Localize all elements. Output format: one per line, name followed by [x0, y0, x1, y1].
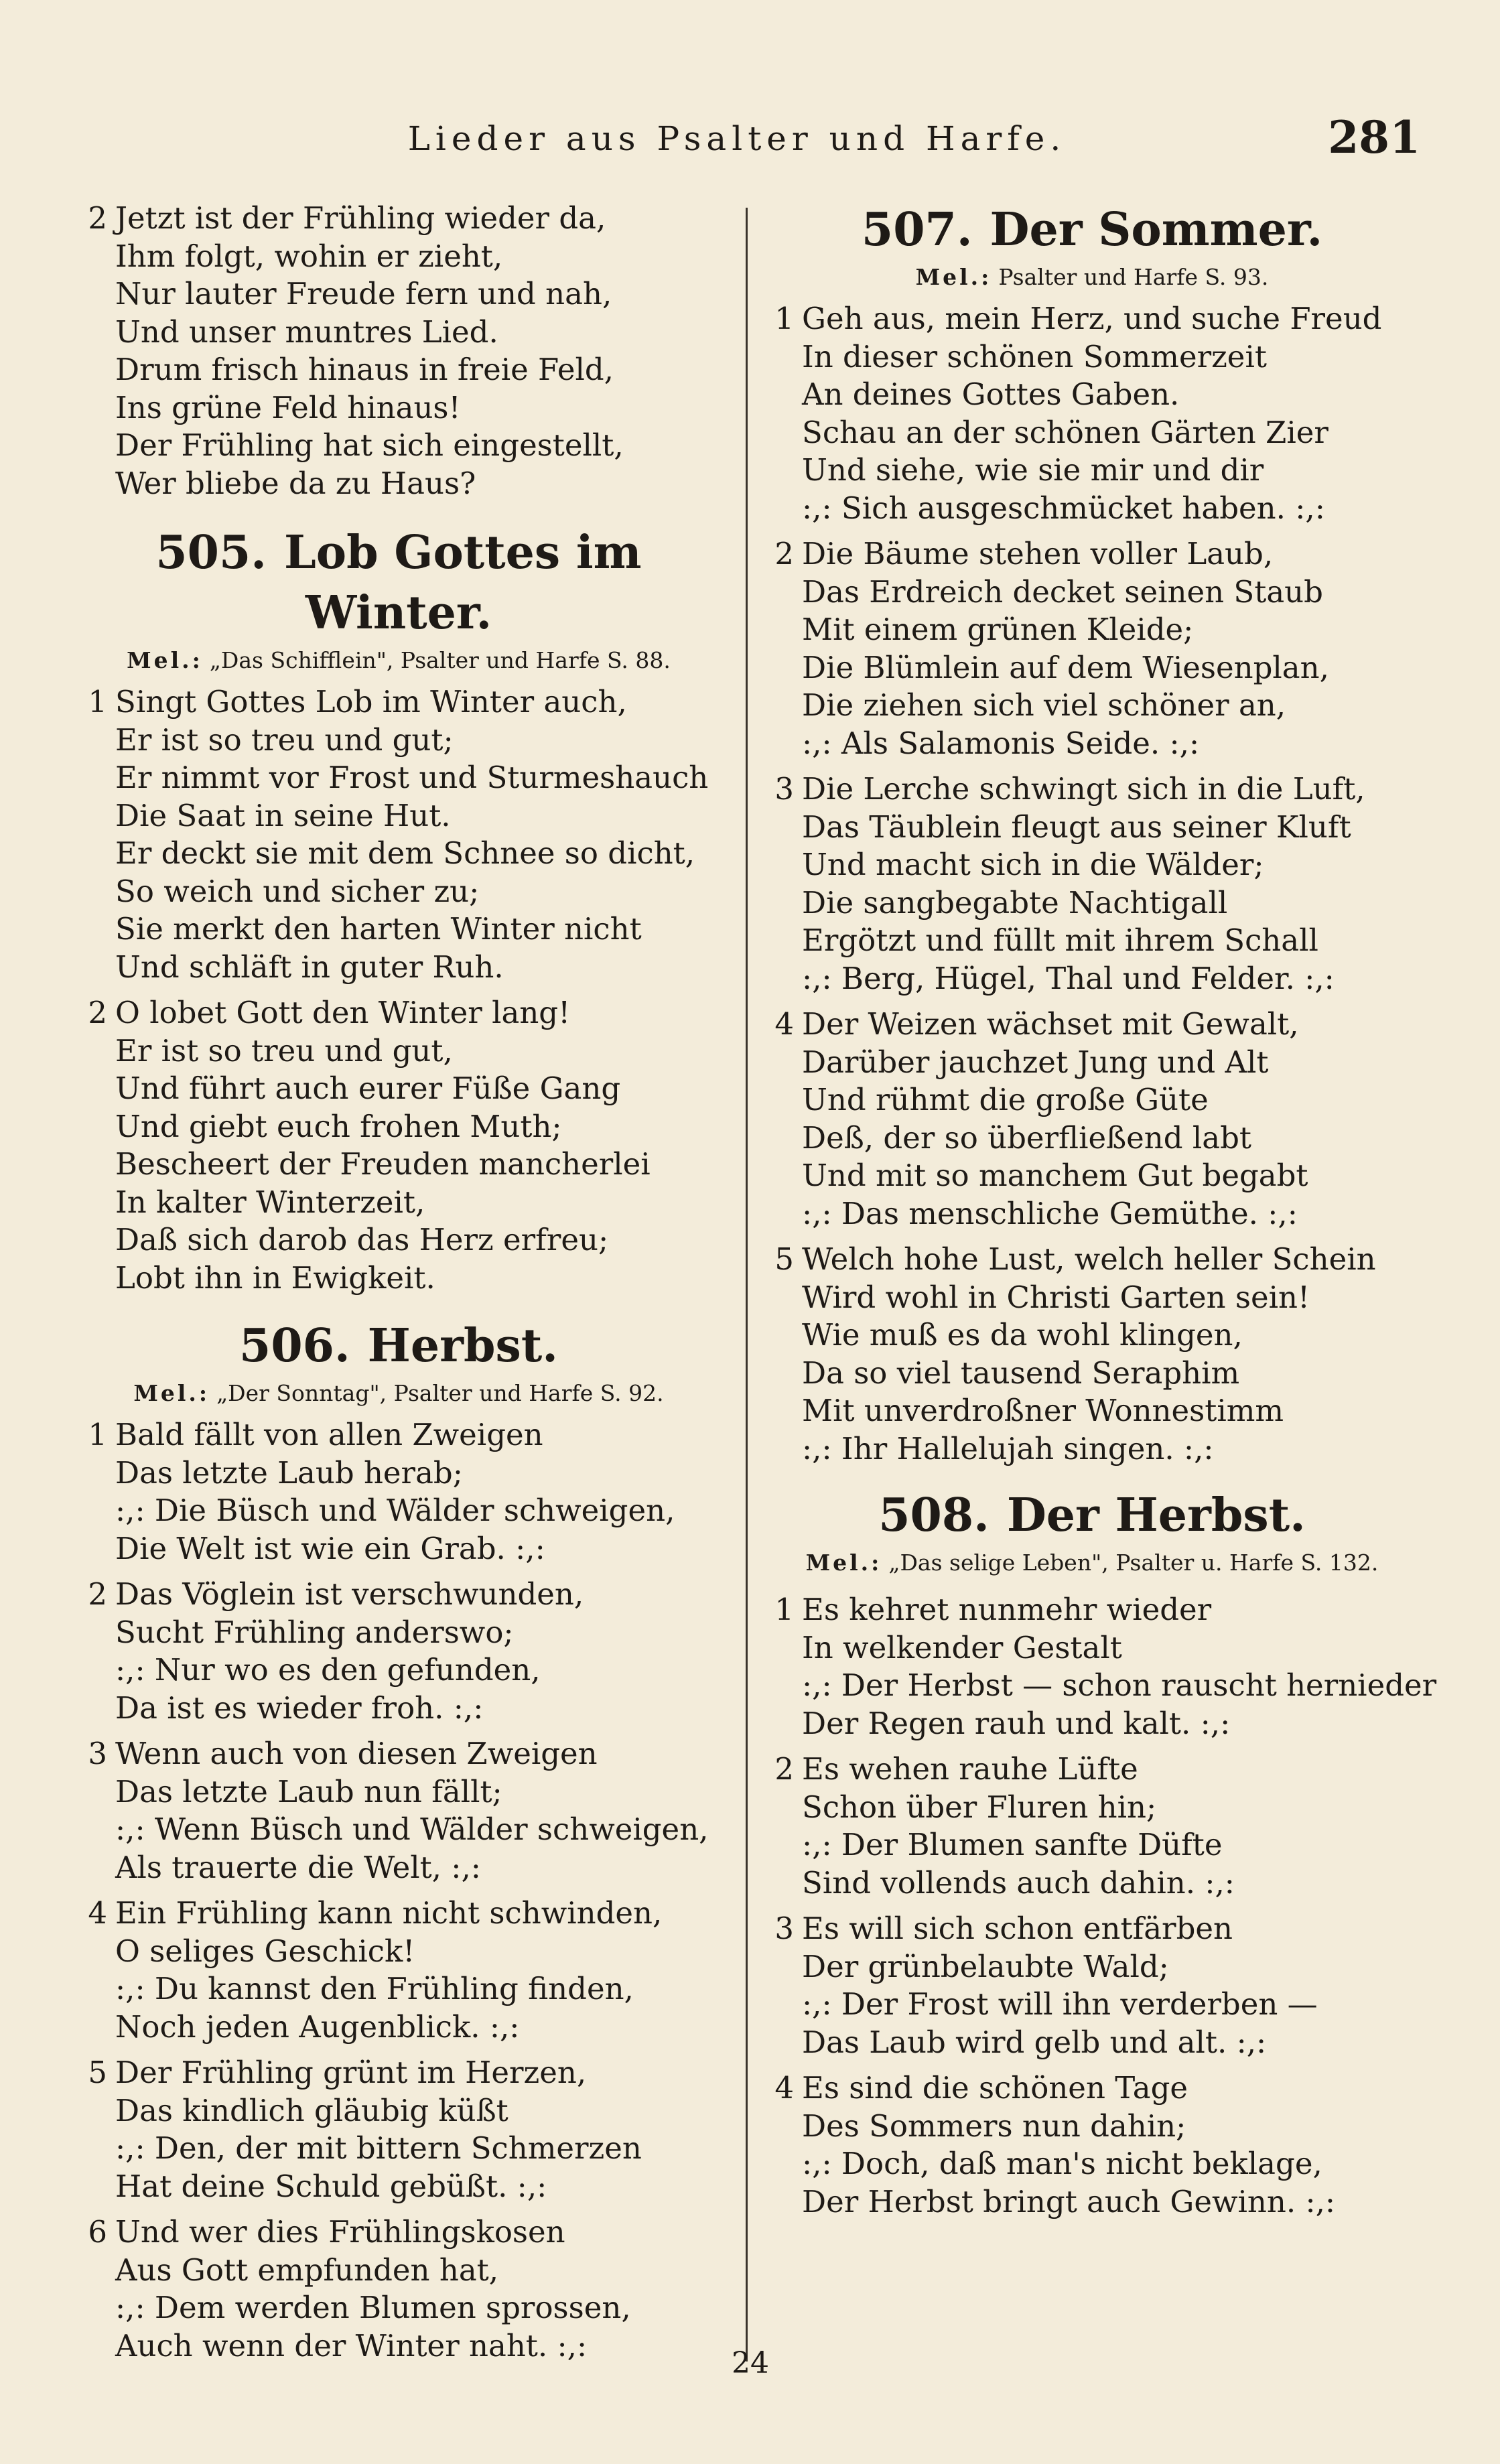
verse-line: :,: Sich ausgeschmücket haben. :,: — [802, 490, 1325, 526]
verse-line: Die Lerche schwingt sich in die Luft, — [802, 771, 1365, 807]
verse — [67, 2054, 730, 2205]
melody-label: Mel.: — [133, 1380, 210, 1406]
melody-label: Mel.: — [127, 647, 203, 673]
verse — [754, 1591, 1437, 1742]
verse-line: :,: Die Büsch und Wälder schweigen, — [115, 1493, 675, 1528]
verse-line: Schon über Fluren hin; — [802, 1789, 1157, 1825]
verse-line: Der Frühling grünt im Herzen, — [115, 2055, 587, 2090]
verse — [67, 1416, 730, 1568]
verse-line: Als trauerte die Welt, :,: — [115, 1849, 481, 1885]
verse-number: 2 — [774, 1751, 794, 1787]
verse-line: In kalter Winterzeit, — [115, 1184, 425, 1220]
hymn-title — [67, 1316, 730, 1376]
melody-text: „Der Sonntag", Psalter und Harfe S. 92. — [216, 1380, 664, 1406]
verse-line: Bald fällt von allen Zweigen — [115, 1417, 543, 1452]
verse — [754, 1910, 1430, 2061]
verse-number: 5 — [88, 2055, 107, 2090]
verse-continuation — [67, 200, 730, 502]
verse-line: Darüber jauchzet Jung und Alt — [802, 1044, 1269, 1080]
verse-line: Das kindlich gläubig küßt — [115, 2092, 508, 2128]
verse-line: Und rühmt die große Güte — [802, 1082, 1209, 1117]
melody-line — [754, 260, 1430, 295]
hymn-title — [754, 200, 1430, 260]
verse-line: Die Blümlein auf dem Wiesenplan, — [802, 649, 1329, 685]
verse-line: Und unser muntres Lied. — [115, 314, 498, 350]
verse-line: Und führt auch eurer Füße Gang — [115, 1071, 621, 1106]
verse-line: :,: Der Blumen sanfte Düfte — [802, 1827, 1223, 1862]
hymn-title-text: Herbst. — [367, 1319, 558, 1373]
verse-line: Wie muß es da wohl klingen, — [802, 1317, 1243, 1353]
verse-number: 3 — [88, 1736, 107, 1771]
verse-line: Der Regen rauh und kalt. :,: — [802, 1705, 1231, 1741]
verse — [67, 683, 730, 986]
verse-line: Die Saat in seine Hut. — [115, 797, 451, 833]
verse-number: 4 — [774, 2070, 794, 2106]
verse-number: 6 — [88, 2214, 107, 2250]
verse — [754, 535, 1430, 762]
right-column — [754, 200, 1437, 2229]
hymn-507-heading — [754, 200, 1430, 295]
verse-line: Und schläft in guter Ruh. — [115, 949, 504, 985]
verse-line: Auch wenn der Winter naht. :,: — [115, 2327, 588, 2364]
verse-line: Bescheert der Freuden mancherlei — [115, 1146, 651, 1182]
verse — [754, 300, 1430, 527]
hymn-505-heading — [67, 523, 730, 678]
melody-line — [67, 643, 730, 678]
verse-line: Es wehen rauhe Lüfte — [802, 1751, 1138, 1787]
verse-line: Das letzte Laub nun fällt; — [115, 1773, 502, 1809]
verse-line: Singt Gottes Lob im Winter auch, — [115, 684, 627, 720]
verse-number: 5 — [774, 1241, 794, 1277]
hymn-number: 508. — [878, 1489, 990, 1542]
verse-number: 4 — [88, 1895, 107, 1931]
verse-line: Ihm folgt, wohin er zieht, — [115, 238, 503, 274]
verse-line: Und siehe, wie sie mir und dir — [802, 452, 1264, 488]
verse-number: 2 — [88, 200, 107, 236]
verse-number: 4 — [774, 1006, 794, 1042]
verse-line: Geh aus, mein Herz, und suche Freud — [802, 301, 1382, 336]
verse-line: O lobet Gott den Winter lang! — [115, 995, 571, 1030]
verse-line: Mit einem grünen Kleide; — [802, 612, 1194, 647]
verse-line: Die Bäume stehen voller Laub, — [802, 536, 1274, 571]
verse-line: Ins grüne Feld hinaus! — [115, 389, 461, 425]
verse-number: 3 — [774, 1911, 794, 1946]
verse-line: Er nimmt vor Frost und Sturmeshauch — [115, 760, 709, 795]
verse-line: Ergötzt und füllt mit ihrem Schall — [802, 922, 1318, 958]
verse-line: Welch hohe Lust, welch heller Schein — [802, 1241, 1376, 1277]
verse-line: :,: Berg, Hügel, Thal und Felder. :,: — [802, 960, 1335, 996]
hymn-number: 506. — [239, 1319, 350, 1373]
verse-line: Aus Gott empfunden hat, — [115, 2252, 499, 2288]
verse — [67, 1576, 730, 1727]
running-title: Lieder aus Psalter und Harfe. — [407, 119, 1067, 158]
verse-line: :,: Das menschliche Gemüthe. :,: — [802, 1195, 1298, 1231]
verse-line: Lobt ihn in Ewigkeit. — [115, 1259, 435, 1296]
verse-line: Drum frisch hinaus in freie Feld, — [115, 352, 614, 387]
verse-line: Sind vollends auch dahin. :,: — [802, 1864, 1235, 1901]
verse-line: Es sind die schönen Tage — [802, 2070, 1188, 2106]
verse-line: Und mit so manchem Gut begabt — [802, 1158, 1308, 1193]
melody-text: „Das selige Leben", Psalter u. Harfe S. 132. — [888, 1550, 1379, 1576]
verse-line: Der Frühling hat sich eingestellt, — [115, 427, 624, 463]
verse-line: Er ist so treu und gut, — [115, 1032, 453, 1069]
melody-line — [754, 1546, 1430, 1580]
verse — [754, 770, 1430, 998]
verse-line: Jetzt ist der Frühling wieder da, — [115, 200, 606, 236]
printer-signature: 24 — [732, 2346, 769, 2380]
verse-line: In welkender Gestalt — [802, 1629, 1122, 1665]
verse-line: Das Täublein fleugt aus seiner Kluft — [802, 809, 1351, 845]
column-divider — [746, 208, 748, 2362]
verse-line: Sie merkt den harten Winter nicht — [115, 911, 642, 947]
verse-line: In dieser schönen Sommerzeit — [802, 338, 1267, 374]
melody-text: Psalter und Harfe S. 93. — [998, 264, 1269, 290]
verse — [67, 2213, 730, 2365]
verse-line: Deß, der so überfließend labt — [802, 1119, 1251, 1156]
verse-line: Da so viel tausend Seraphim — [802, 1355, 1240, 1391]
verse-line: An deines Gottes Gaben. — [802, 377, 1180, 412]
verse-line: Da ist es wieder froh. :,: — [115, 1690, 484, 1726]
verse-line: Der grünbelaubte Wald; — [802, 1948, 1169, 1984]
verse — [754, 1751, 1430, 1902]
verse-line: :,: Ihr Hallelujah singen. :,: — [802, 1430, 1214, 1466]
verse-line: :,: Nur wo es den gefunden, — [115, 1652, 541, 1688]
verse-line: Hat deine Schuld gebüßt. :,: — [115, 2168, 547, 2204]
verse-line: Schau an der schönen Gärten Zier — [802, 414, 1328, 450]
verse-line: So weich und sicher zu; — [115, 873, 480, 909]
verse-line: :,: Du kannst den Frühling finden, — [115, 1971, 634, 2006]
verse-line: :,: Dem werden Blumen sprossen, — [115, 2290, 631, 2325]
verse-number: 1 — [774, 301, 794, 336]
verse-line: Und macht sich in die Wälder; — [802, 847, 1264, 882]
verse-line: Ein Frühling kann nicht schwinden, — [115, 1895, 663, 1931]
verse-number: 3 — [774, 771, 794, 807]
verse-line: Das Erdreich decket seinen Staub — [802, 573, 1323, 610]
verse-line: Wird wohl in Christi Garten sein! — [802, 1279, 1310, 1315]
verse-line: Die ziehen sich viel schöner an, — [802, 687, 1286, 723]
verse-line: :,: Der Herbst — schon rauscht hernieder — [802, 1667, 1437, 1703]
verse-line: Er deckt sie mit dem Schnee so dicht, — [115, 835, 695, 871]
verse-line: Der Weizen wächset mit Gewalt, — [802, 1006, 1299, 1042]
verse-line: Und wer dies Frühlingskosen — [115, 2214, 565, 2250]
verse-line: Des Sommers nun dahin; — [802, 2108, 1186, 2144]
verse — [67, 1895, 730, 2046]
verse-line: Er ist so treu und gut; — [115, 722, 454, 758]
verse-line: Und giebt euch frohen Muth; — [115, 1108, 562, 1144]
verse-line: Die sangbegabte Nachtigall — [802, 884, 1228, 920]
verse-line: Das Vöglein ist verschwunden, — [115, 1576, 584, 1612]
verse-line: :,: Der Frost will ihn verderben — — [802, 1986, 1318, 2022]
verse-line: Der Herbst bringt auch Gewinn. :,: — [802, 2183, 1336, 2219]
verse-line: Daß sich darob das Herz erfreu; — [115, 1222, 609, 1257]
hymn-508-heading — [754, 1485, 1430, 1580]
verse — [754, 1241, 1430, 1468]
verse-line: Die Welt ist wie ein Grab. :,: — [115, 1530, 545, 1566]
hymn-title-text: Lob Gottes im Winter. — [283, 526, 642, 640]
verse-line: Es kehret nunmehr wieder — [802, 1592, 1212, 1627]
verse-number: 2 — [88, 1576, 107, 1612]
verse-line: Mit unverdroßner Wonnestimm — [802, 1393, 1284, 1428]
hymn-number: 505. — [155, 526, 267, 579]
hymn-title — [67, 523, 730, 643]
verse-line: Das letzte Laub herab; — [115, 1454, 463, 1491]
melody-label: Mel.: — [915, 264, 992, 290]
hymn-title-text: Der Herbst. — [1006, 1489, 1306, 1542]
verse-line: Sucht Frühling anderswo; — [115, 1614, 514, 1650]
verse-line: O seliges Geschick! — [115, 1933, 415, 1969]
verse-number: 2 — [88, 995, 107, 1030]
melody-text: „Das Schifflein", Psalter und Harfe S. 88. — [209, 647, 671, 673]
left-column — [67, 200, 730, 2373]
hymn-title-text: Der Sommer. — [990, 203, 1323, 257]
verse-number: 1 — [88, 1417, 107, 1452]
verse — [754, 2069, 1430, 2221]
melody-line — [67, 1376, 730, 1411]
hymn-title — [754, 1485, 1430, 1546]
verse-line: Es will sich schon entfärben — [802, 1911, 1233, 1946]
hymn-number: 507. — [861, 203, 973, 257]
verse — [67, 1735, 730, 1887]
verse-line: Wenn auch von diesen Zweigen — [115, 1736, 598, 1771]
verse — [67, 994, 730, 1297]
melody-label: Mel.: — [805, 1550, 882, 1576]
verse-number: 1 — [774, 1592, 794, 1627]
verse-line: Wer bliebe da zu Haus? — [115, 465, 476, 501]
verse-number: 2 — [774, 536, 794, 571]
verse-number: 1 — [88, 684, 107, 720]
hymn-506-heading — [67, 1316, 730, 1411]
page-number: 281 — [1328, 111, 1420, 163]
verse — [754, 1006, 1430, 1233]
verse-line: :,: Doch, daß man's nicht beklage, — [802, 2146, 1322, 2181]
verse-line: Noch jeden Augenblick. :,: — [115, 2008, 520, 2045]
verse-line: Nur lauter Freude fern und nah, — [115, 276, 612, 312]
verse-line: :,: Als Salamonis Seide. :,: — [802, 725, 1200, 761]
verse-line: Das Laub wird gelb und alt. :,: — [802, 2024, 1267, 2060]
verse-line: :,: Den, der mit bittern Schmerzen — [115, 2130, 642, 2166]
verse-line: :,: Wenn Büsch und Wälder schweigen, — [115, 1811, 709, 1847]
